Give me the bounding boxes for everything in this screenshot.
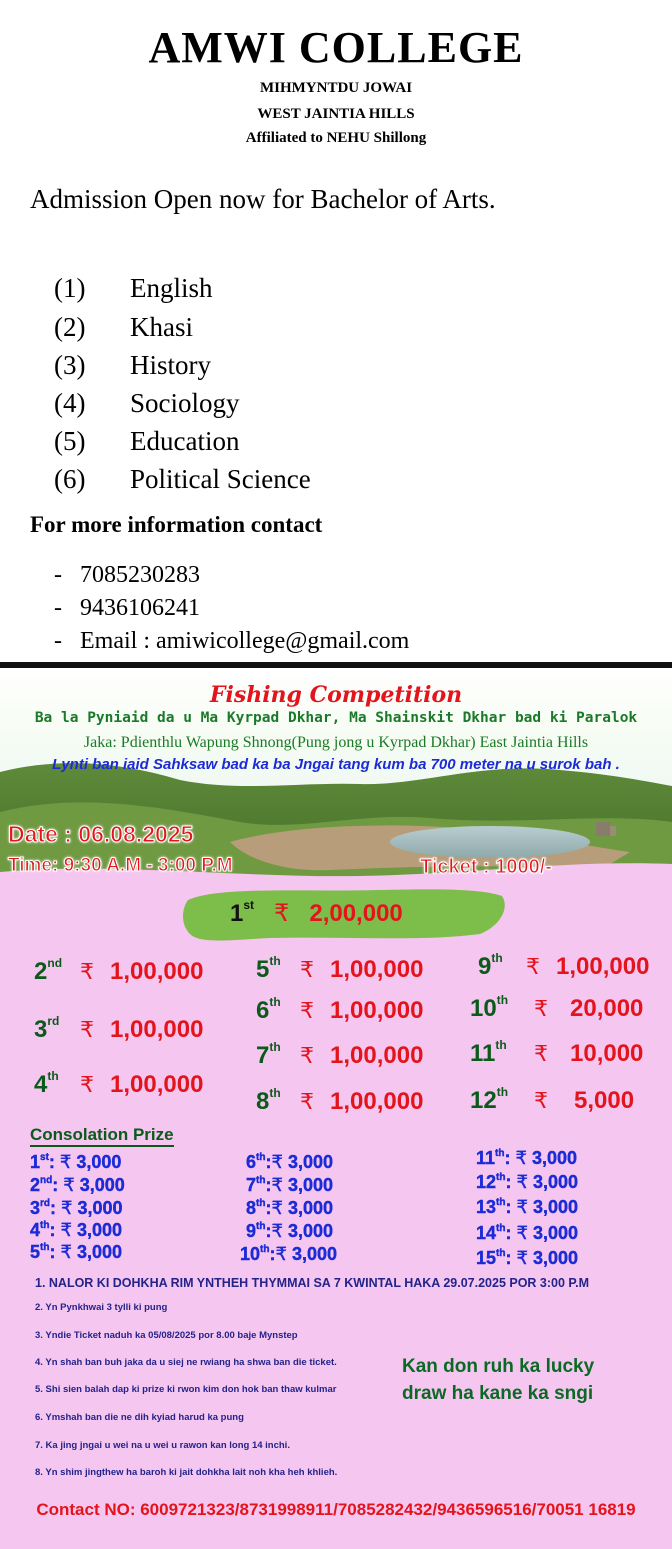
rupee-icon: ₹ <box>534 997 548 1022</box>
contact-heading: For more information contact <box>30 512 323 537</box>
prize-item <box>34 1014 203 1044</box>
contact-phone-2 <box>54 595 200 622</box>
rule-item: 7. Ka jing jngai u wei na u wei u rawon kan long 14 inchi. <box>35 1440 290 1451</box>
rule-item: 5. Shi sien balah dap ki prize ki rwon kim don hok ban thaw kulmar <box>35 1384 337 1395</box>
prize-item <box>256 995 423 1025</box>
consolation-item: 3rd: ₹ 3,000 <box>30 1198 123 1219</box>
consolation-item: 13th: ₹ 3,000 <box>476 1197 578 1218</box>
phone-number: 7085230283 <box>80 562 200 588</box>
prize-rank: 11th <box>470 1038 507 1067</box>
subject-item <box>54 426 454 458</box>
prize-amount: 3,000 <box>532 1223 578 1243</box>
prize-rank: 2nd <box>34 956 63 985</box>
email-address: Email : amiwicollege@gmail.com <box>80 628 410 654</box>
lucky-draw-note <box>402 1353 642 1407</box>
prize-amount: 3,000 <box>287 1198 333 1218</box>
prize-item <box>34 1069 203 1099</box>
prize-item <box>256 1086 423 1116</box>
rupee-icon: ₹ <box>80 1018 94 1043</box>
rupee-icon: ₹ <box>60 1220 72 1241</box>
prize-amount: 1,00,000 <box>330 997 424 1024</box>
rupee-icon: ₹ <box>534 1042 548 1067</box>
subject-number: (6) <box>54 464 86 494</box>
rule-item: 2. Yn Pynkhwai 3 tylli ki pung <box>35 1302 168 1313</box>
rule-item: 8. Yn shim jingthew ha baroh ki jait dohkha lait noh kha heh khlieh. <box>35 1467 338 1478</box>
ticket-price: Ticket : 1000/- <box>420 856 552 878</box>
contact-phone-1 <box>54 562 200 589</box>
rupee-icon: ₹ <box>80 960 94 985</box>
first-prize <box>230 898 403 928</box>
admission-intro: Admission Open now for Bachelor of Arts. <box>30 184 496 214</box>
rule-item: 6. Ymshah ban die ne dih kyiad harud ka pung <box>35 1412 244 1423</box>
rupee-icon: ₹ <box>274 899 290 927</box>
subject-item <box>54 273 454 305</box>
rupee-icon: ₹ <box>271 1221 283 1242</box>
college-notice <box>0 0 672 662</box>
prize-amount: 3,000 <box>79 1175 125 1195</box>
subject-name: Political Science <box>130 464 311 494</box>
prize-amount: 3,000 <box>287 1152 333 1172</box>
prize-rank: 10th <box>470 993 509 1022</box>
subject-item <box>54 464 454 496</box>
event-time: Time: 9:30 A.M - 3:00 P.M <box>8 855 233 876</box>
consolation-item: 9th:₹ 3,000 <box>246 1221 333 1242</box>
lucky-draw-line-2: draw ha kane ka sngi <box>402 1383 594 1404</box>
prize-amount: 1,00,000 <box>556 953 650 980</box>
prize-item <box>470 1085 634 1115</box>
event-date: Date : 06.08.2025 <box>8 821 194 847</box>
prize-amount: 1,00,000 <box>330 956 424 983</box>
rupee-icon: ₹ <box>63 1175 75 1196</box>
prize-amount: 3,000 <box>532 1197 578 1217</box>
rupee-icon: ₹ <box>271 1152 283 1173</box>
subject-name: Khasi <box>130 312 193 342</box>
subject-number: (1) <box>54 273 86 303</box>
prize-amount: 10,000 <box>570 1040 644 1067</box>
prize-amount: 5,000 <box>574 1087 635 1114</box>
consolation-item: 7th:₹ 3,000 <box>246 1175 333 1196</box>
subject-number: (5) <box>54 426 86 456</box>
consolation-heading: Consolation Prize <box>30 1125 174 1147</box>
college-address-2: WEST JAINTIA HILLS <box>257 106 415 122</box>
consolation-item: 1st: ₹ 3,000 <box>30 1152 122 1173</box>
college-name: AMWI COLLEGE <box>148 23 524 72</box>
consolation-item: 4th: ₹ 3,000 <box>30 1220 122 1241</box>
college-affiliation: Affiliated to NEHU Shillong <box>245 130 427 146</box>
subject-name: Sociology <box>130 388 240 418</box>
consolation-item: 14th: ₹ 3,000 <box>476 1223 578 1244</box>
contact-email <box>54 628 409 655</box>
rupee-icon: ₹ <box>526 955 540 980</box>
prize-amount: 1,00,000 <box>110 1016 204 1043</box>
prize-amount: 3,000 <box>76 1220 122 1240</box>
rupee-icon: ₹ <box>275 1244 287 1265</box>
prize-amount: 1,00,000 <box>330 1042 424 1069</box>
prize-item <box>256 1040 423 1070</box>
rule-item: 3. Yndie Ticket naduh ka 05/08/2025 por 8.00 baje Mynstep <box>35 1330 298 1341</box>
prize-rank: 1st <box>230 898 255 927</box>
prize-rank: 5th <box>256 954 281 983</box>
prize-item <box>470 993 643 1023</box>
rupee-icon: ₹ <box>516 1223 528 1244</box>
subject-name: English <box>130 273 213 303</box>
phone-number: 9436106241 <box>80 595 200 621</box>
rule-item: 1. NALOR KI DOHKHA RIM YNTHEH THYMMAI SA 7 KWINTAL HAKA 29.07.2025 POR 3:00 P.M <box>35 1276 590 1290</box>
rule-item: 4. Yn shah ban buh jaka da u siej ne rwiang ha shwa ban die ticket. <box>35 1357 337 1368</box>
rupee-icon: ₹ <box>516 1197 528 1218</box>
subject-number: (2) <box>54 312 86 342</box>
subject-item <box>54 312 454 344</box>
lucky-draw-line-1: Kan don ruh ka lucky <box>402 1356 595 1377</box>
prize-item <box>34 956 203 986</box>
prize-amount: 3,000 <box>532 1172 578 1192</box>
consolation-item: 12th: ₹ 3,000 <box>476 1172 578 1193</box>
prize-amount: 3,000 <box>531 1148 577 1168</box>
prize-amount: 3,000 <box>532 1248 578 1268</box>
prize-amount: 3,000 <box>287 1175 333 1195</box>
consolation-item: 8th:₹ 3,000 <box>246 1198 333 1219</box>
poster-organisers: Ba la Pyniaid da u Ma Kyrpad Dkhar, Ma Shainskit Dkhar bad ki Paralok <box>34 710 638 726</box>
consolation-item: 11th: ₹ 3,000 <box>476 1148 577 1169</box>
consolation-item: 15th: ₹ 3,000 <box>476 1248 578 1269</box>
prize-rank: 4th <box>34 1069 59 1098</box>
consolation-item: 2nd: ₹ 3,000 <box>30 1175 125 1196</box>
prize-rank: 3rd <box>34 1014 60 1043</box>
rupee-icon: ₹ <box>516 1248 528 1269</box>
subject-item <box>54 350 454 382</box>
prize-amount: 1,00,000 <box>110 1071 204 1098</box>
rupee-icon: ₹ <box>271 1175 283 1196</box>
prize-rank: 12th <box>470 1085 509 1114</box>
prize-amount: 3,000 <box>291 1244 337 1264</box>
subject-number: (3) <box>54 350 86 380</box>
rupee-icon: ₹ <box>300 999 314 1024</box>
consolation-item: 6th:₹ 3,000 <box>246 1152 333 1173</box>
contact-numbers: Contact NO: 6009721323/8731998911/7085282432/9436596516/70051 16819 <box>36 1500 636 1519</box>
subject-name: History <box>130 350 211 380</box>
subject-item <box>54 388 454 420</box>
consolation-item: 5th: ₹ 3,000 <box>30 1242 122 1263</box>
consolation-item: 10th:₹ 3,000 <box>240 1244 337 1265</box>
rupee-icon: ₹ <box>300 958 314 983</box>
prize-amount: 20,000 <box>570 995 644 1022</box>
prize-amount: 3,000 <box>77 1198 123 1218</box>
contact-dash: - <box>54 595 62 621</box>
prize-amount: 1,00,000 <box>110 958 204 985</box>
rupee-icon: ₹ <box>300 1090 314 1115</box>
prize-amount: 3,000 <box>287 1221 333 1241</box>
prize-item <box>256 954 423 984</box>
prize-item <box>470 1038 643 1068</box>
prize-rank: 7th <box>256 1040 281 1069</box>
poster-title: Fishing Competition <box>209 682 463 708</box>
prize-amount: 3,000 <box>76 1242 122 1262</box>
rupee-icon: ₹ <box>59 1152 72 1173</box>
prize-rank: 9th <box>478 951 503 980</box>
rupee-icon: ₹ <box>515 1148 527 1169</box>
poster-directions: Lynti ban iaid Sahksaw bad ka ba Jngai tang kum ba 700 meter na u surok bah . <box>52 756 620 773</box>
subject-name: Education <box>130 426 240 456</box>
prize-rank: 6th <box>256 995 281 1024</box>
rupee-icon: ₹ <box>300 1044 314 1069</box>
rupee-icon: ₹ <box>516 1172 528 1193</box>
prize-rank: 8th <box>256 1086 281 1115</box>
college-address-1: MIHMYNTDU JOWAI <box>259 80 413 96</box>
rupee-icon: ₹ <box>534 1089 548 1114</box>
poster-venue: Jaka: Pdienthlu Wapung Shnong(Pung jong u Kyrpad Dkhar) East Jaintia Hills <box>83 734 589 751</box>
rupee-icon: ₹ <box>61 1198 73 1219</box>
fishing-poster <box>0 668 672 1549</box>
contact-dash: - <box>54 562 62 588</box>
subject-number: (4) <box>54 388 86 418</box>
contact-dash: - <box>54 628 62 654</box>
prize-amount: 1,00,000 <box>330 1088 424 1115</box>
rupee-icon: ₹ <box>80 1073 94 1098</box>
prize-amount: 2,00,000 <box>309 900 403 927</box>
rupee-icon: ₹ <box>271 1198 283 1219</box>
rupee-icon: ₹ <box>60 1242 72 1263</box>
prize-item <box>478 951 649 981</box>
prize-amount: 3,000 <box>76 1152 122 1172</box>
